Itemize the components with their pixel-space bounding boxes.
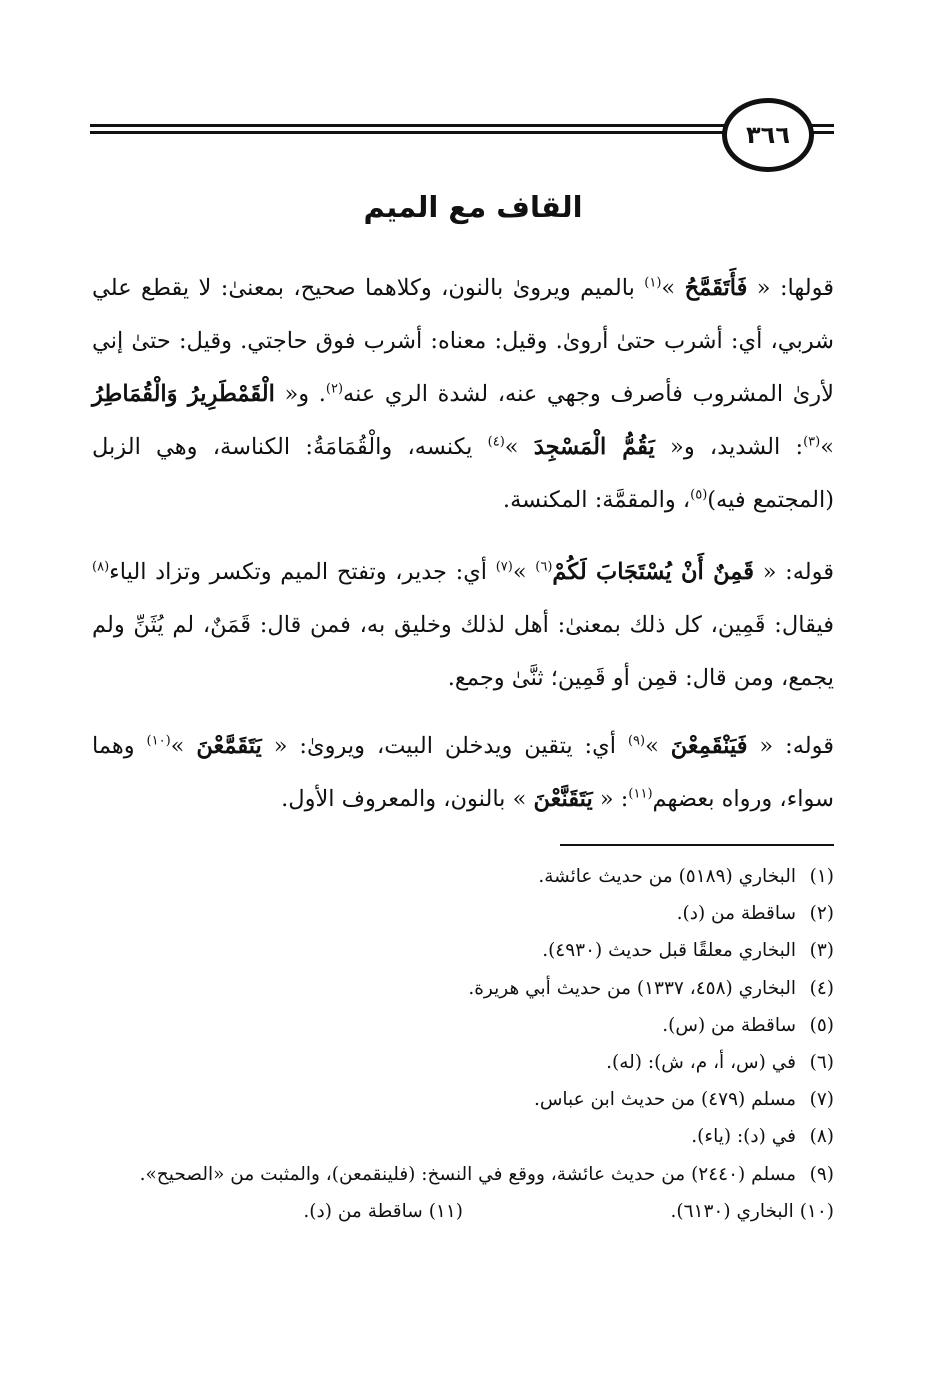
footnote-ref: (٣) — [803, 434, 821, 450]
keyword: الْقَمْطَرِيرُ وَالْقُمَاطِرُ — [92, 381, 275, 407]
footnote: (٤)البخاري (٤٥٨، ١٣٣٧) من حديث أبي هريرة. — [468, 977, 834, 999]
footnote-ref: (٤) — [487, 434, 505, 450]
footnotes — [92, 858, 834, 1230]
footnote: (٦)في (س، أ، م، ش): (له). — [606, 1052, 834, 1074]
footnote: (٨)في (د): (ياء). — [691, 1126, 834, 1148]
page-number: ٣٦٦ — [746, 121, 790, 149]
keyword: يَتَقَنَّعْنَ — [533, 786, 593, 812]
footnote-separator — [560, 844, 834, 846]
footnote-ref: (٨) — [92, 559, 110, 575]
footnote: (٢)ساقطة من (د). — [676, 903, 834, 925]
footnote: (١١) ساقطة من (د). — [303, 1200, 463, 1222]
footnote-ref: (١٠) — [146, 733, 171, 749]
paragraph-2: قوله: « قَمِنٌ أَنْ يُسْتَجَابَ لَكُمْ$^{(٦)}$ »$^{(٧)}$ أي: جدير، وتفتح الميم وتكسر وتزاد الياء$^{(٨)}$ فيقال: قَمِين، كل ذلك بمعنىٰ: أهل لذلك وخليق به، فمن قال: قَمَنٌ، لم يُثَنِّ ولم يجمع، ومن قال: قمِن أو قَمِين؛ ثنَّىٰ وجمع. — [92, 559, 834, 691]
keyword: يَتَقَمَّعْنَ — [196, 733, 262, 759]
footnote-ref: (٧) — [495, 559, 513, 575]
footnote-ref: (١) — [644, 275, 662, 291]
footnote: (١)البخاري (٥١٨٩) من حديث عائشة. — [538, 866, 834, 887]
footnote: (٥)ساقطة من (س). — [662, 1014, 834, 1036]
footnote: (٧)مسلم (٤٧٩) من حديث ابن عباس. — [533, 1089, 834, 1111]
keyword: قَمِنٌ أَنْ يُسْتَجَابَ لَكُمْ — [552, 559, 755, 585]
paragraph-1: قولها: « فَأَتَقَمَّحُ »$^{(١)}$ بالميم ويروىٰ بالنون، وكلاهما صحيح، بمعنىٰ: لا يقطع علي شربي، أي: أشرب حتىٰ أروىٰ. وقيل: معناه: أشرب فوق حاجتي. وقيل: حتىٰ إني لأرىٰ المشروب فأصرف وجهي عنه، لشدة الري عنه$^{(٢)}$. و« الْقَمْطَرِيرُ وَالْقُمَاطِرُ »$^{(٣)}$: الشديد، و« يَقُمُّ الْمَسْجِدَ »$^{(٤)}$ يكنسه، والْقُمَامَةُ: الكناسة، وهي الزبل (المجتمع فيه)$^{(٥)}$، والمقمَّة: المكنسة. — [92, 275, 835, 513]
keyword: فَيَنْقَمِعْنَ — [670, 733, 748, 759]
footnote-row — [92, 1193, 834, 1230]
footnote: (٩)مسلم (٢٤٤٠) من حديث عائشة، ووقع في النسخ: (فلينقمعن)، والمثبت من «الصحيح». — [139, 1163, 834, 1185]
footnote-ref: (٦) — [535, 559, 553, 575]
keyword: يَقُمُّ الْمَسْجِدَ — [533, 434, 655, 460]
footnote: (١٠) البخاري (٦١٣٠). — [670, 1200, 834, 1222]
footnote: (٣)البخاري معلقًا قبل حديث (٤٩٣٠). — [542, 940, 834, 962]
paragraph-3: قوله: « فَيَنْقَمِعْنَ »$^{(٩)}$ أي: يتقين ويدخلن البيت، ويروىٰ: « يَتَقَمَّعْنَ »$^{(١٠)}$ وهما سواء، ورواه بعضهم$^{(١١)}$: « يَتَقَنَّعْنَ » بالنون، والمعروف الأول. — [92, 733, 835, 812]
page-number-ornament — [722, 98, 814, 172]
footnote-ref: (٢) — [325, 381, 344, 397]
footnote-ref: (٩) — [627, 733, 646, 749]
footnote-ref: (١١) — [628, 786, 653, 802]
footnote-ref: (٥) — [690, 487, 708, 503]
section-title: القاف مع الميم — [363, 190, 583, 224]
keyword: فَأَتَقَمَّحُ — [684, 275, 748, 301]
